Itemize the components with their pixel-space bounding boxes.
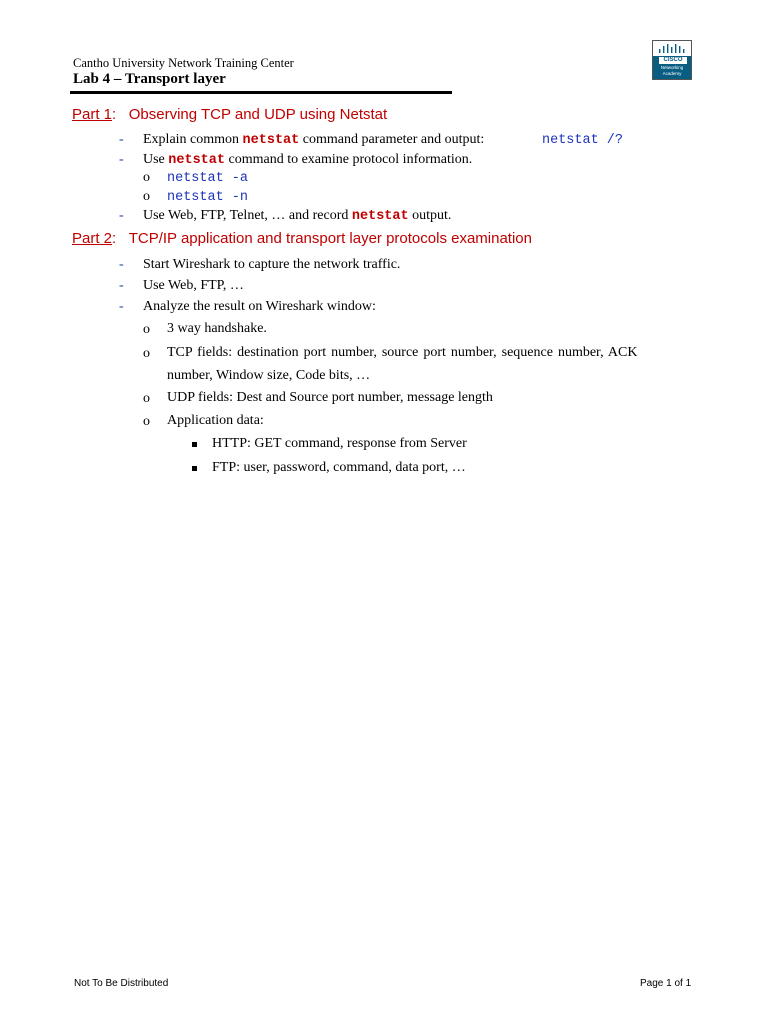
o-bullet: o <box>143 391 150 406</box>
dash-bullet: - <box>119 132 124 147</box>
square-bullet <box>192 442 197 447</box>
dash-bullet: - <box>119 278 124 293</box>
tcp-fields-item: TCP fields: destination port number, source port number, sequence number, ACK <box>167 345 638 360</box>
handshake-item: 3 way handshake. <box>167 321 267 336</box>
tcp-fields-item-cont: number, Window size, Code bits, … <box>167 368 371 383</box>
part1-title: Observing TCP and UDP using Netstat <box>128 106 388 123</box>
footer-distribution-note: Not To Be Distributed <box>74 978 169 989</box>
part1-item-2: Use netstat command to examine protocol information. <box>143 152 473 168</box>
netstat-help-cmd: netstat /? <box>542 133 624 148</box>
dash-bullet: - <box>119 152 124 167</box>
ftp-item: FTP: user, password, command, data port, … <box>212 460 466 475</box>
part1-label: Part 1 <box>72 106 113 123</box>
part1-heading: Part 1: Observing TCP and UDP using Netstat <box>72 106 388 123</box>
part2-heading: Part 2: TCP/IP application and transport layer protocols examination <box>72 230 532 247</box>
o-bullet: o <box>143 322 150 337</box>
o-bullet: o <box>143 346 150 361</box>
cisco-logo <box>652 40 692 80</box>
netstat-n-cmd: netstat -n <box>167 190 249 205</box>
part1-item-3: Use Web, FTP, Telnet, … and record netstat output. <box>143 208 452 224</box>
cisco-bars-icon <box>658 44 688 54</box>
cisco-wordmark: CISCO <box>659 57 687 64</box>
footer-page-number: Page 1 of 1 <box>640 978 692 989</box>
o-bullet: o <box>143 189 150 204</box>
header-org: Cantho University Network Training Center <box>73 56 294 70</box>
part2-item-1: Start Wireshark to capture the network traffic. <box>143 257 401 272</box>
dash-bullet: - <box>119 257 124 272</box>
app-data-item: Application data: <box>167 413 264 428</box>
logo-subtitle: Networking Academy <box>660 65 684 76</box>
o-bullet: o <box>143 170 150 185</box>
dash-bullet: - <box>119 208 124 223</box>
part2-title: TCP/IP application and transport layer protocols examination <box>128 230 532 247</box>
part2-item-2: Use Web, FTP, … <box>143 278 244 293</box>
square-bullet <box>192 466 197 471</box>
dash-bullet: - <box>119 299 124 314</box>
part2-label: Part 2 <box>72 230 113 247</box>
http-item: HTTP: GET command, response from Server <box>212 436 467 451</box>
part2-item-3: Analyze the result on Wireshark window: <box>143 299 376 314</box>
header-rule <box>70 91 452 94</box>
lab-title: Lab 4 – Transport layer <box>73 71 226 87</box>
netstat-a-cmd: netstat -a <box>167 171 249 186</box>
o-bullet: o <box>143 414 150 429</box>
part1-item-1: Explain common netstat command parameter and output: <box>143 132 485 148</box>
udp-fields-item: UDP fields: Dest and Source port number, message length <box>167 390 493 405</box>
